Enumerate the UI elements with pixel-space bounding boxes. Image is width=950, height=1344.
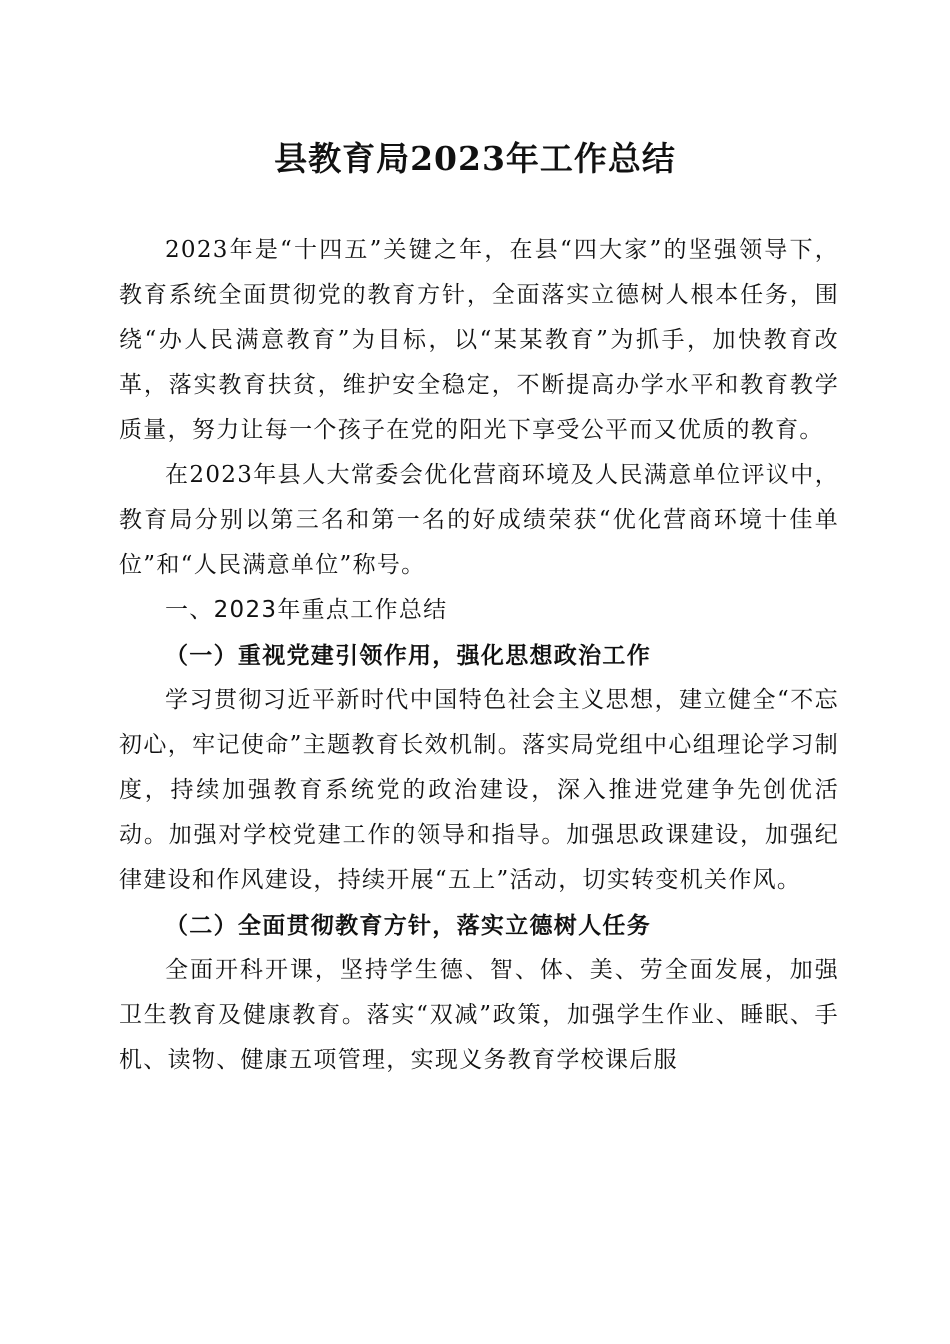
intro-paragraph: 2023年是“十四五”关键之年，在县“四大家”的坚强领导下，教育系统全面贯彻党的教育方针，全面落实立德树人根本任务，围绕“办人民满意教育”为目标，以“某某教育”为抓手，加快教育改革，落实教育扶贫，维护安全稳定，不断提高办学水平和教育教学质量，努力让每一个孩子在党的阳光下享受公平而又优质的教育。 — [119, 237, 839, 443]
subsection-body-2: 全面开科开课，坚持学生德、智、体、美、劳全面发展，加强卫生教育及健康教育。落实“双减”政策，加强学生作业、睡眠、手机、读物、健康五项管理，实现义务教育学校课后服 — [119, 957, 839, 1073]
document-body — [119, 228, 839, 1083]
subsection-body-1: 学习贯彻习近平新时代中国特色社会主义思想，建立健全“不忘初心，牢记使命”主题教育长效机制。落实局党组中心组理论学习制度，持续加强教育系统党的政治建设，深入推进党建争先创优活动。加强对学校党建工作的领导和指导。加强思政课建设，加强纪律建设和作风建设，持续开展“五上”活动，切实转变机关作风。 — [119, 687, 839, 893]
document-title: 县教育局2023年工作总结 — [274, 139, 676, 178]
honor-paragraph: 在2023年县人大常委会优化营商环境及人民满意单位评议中，教育局分别以第三名和第一名的好成绩荣获“优化营商环境十佳单位”和“人民满意单位”称号。 — [119, 462, 839, 578]
subsection-heading-1: （一）重视党建引领作用，强化思想政治工作 — [165, 642, 651, 669]
section-heading: 一、2023年重点工作总结 — [165, 597, 448, 623]
subsection-heading-2: （二）全面贯彻教育方针，落实立德树人任务 — [165, 912, 651, 939]
